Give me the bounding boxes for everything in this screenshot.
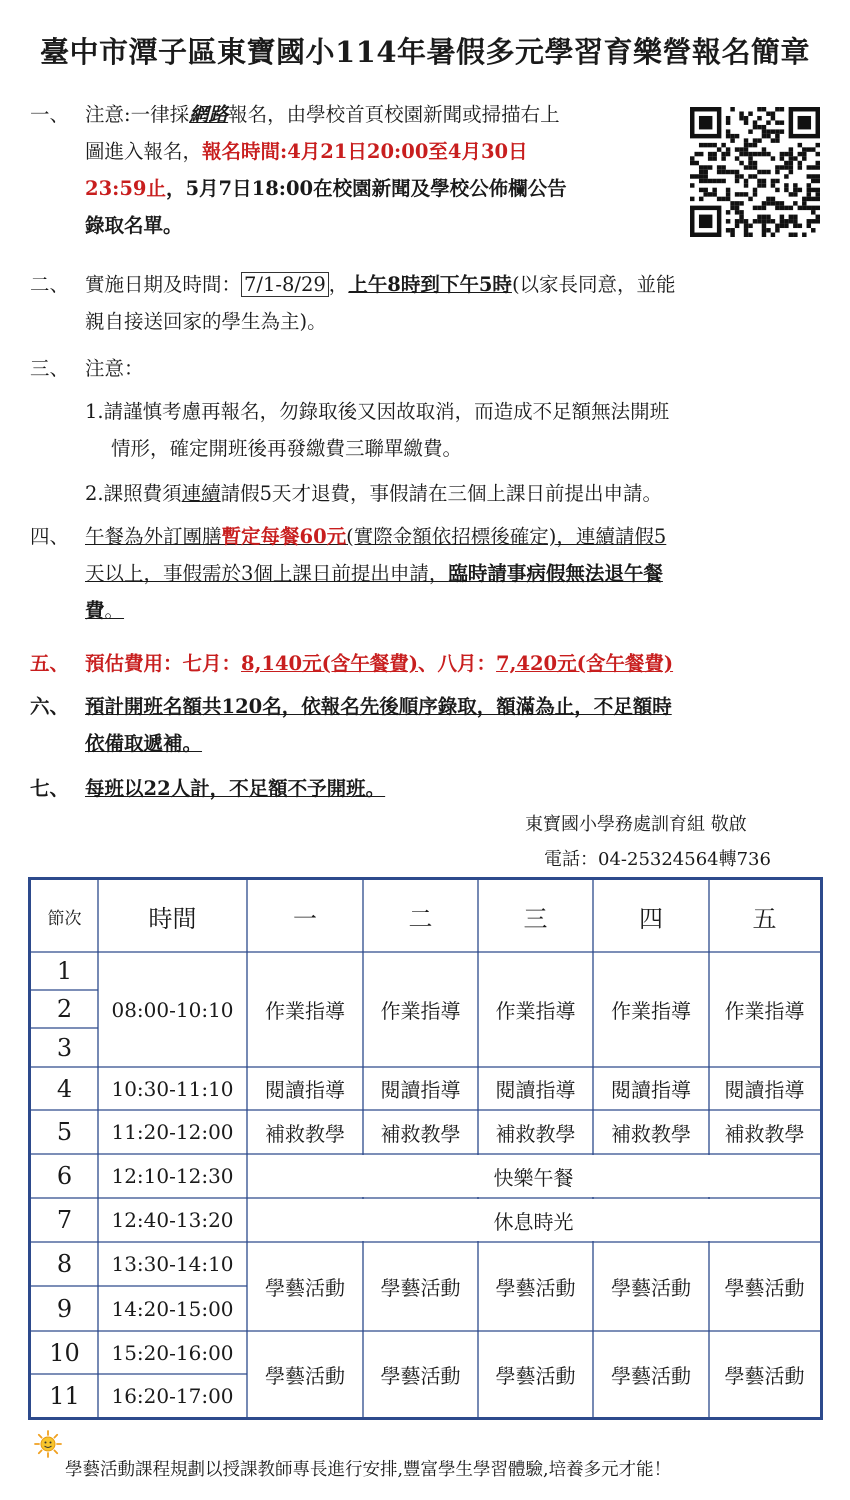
activity-reading: 閱讀指導	[380, 1078, 461, 1102]
activity-remedial: 補救教學	[265, 1121, 345, 1146]
section-1: 一、 注意:一律採網路報名，由學校首頁校園新聞或掃描右上 圖進入報名，報名時間:4月21日20:00至4月30日 23:59止，5月7日18:00在校園新聞及學校公佈欄公告 錄取名單。	[30, 103, 567, 237]
activity-lunch: 快樂午餐	[493, 1165, 574, 1190]
period-9: 9	[56, 1294, 73, 1323]
section-5: 五、 預估費用：七月：8,140元(含午餐費)、八月：7,420元(含午餐費)	[30, 652, 674, 675]
section-6: 六、 預計開班名額共120名，依報名先後順序錄取，額滿為止，不足額時 依備取遞補。	[30, 695, 672, 755]
activity-reading: 閱讀指導	[724, 1078, 805, 1102]
section-2: 二、 實施日期及時間： 7/1-8/29 ，上午8時到下午5時(以家長同意，並能 親自接送回家的學生為主)。	[30, 273, 676, 333]
period-10: 10	[49, 1338, 80, 1367]
header-time: 時間	[148, 904, 197, 933]
time-slot: 10:30-11:10	[111, 1076, 234, 1101]
section-7: 七、 每班以22人計，不足額不予開班。	[30, 777, 386, 800]
header-day-5: 五	[752, 904, 777, 933]
period-3: 3	[56, 1033, 73, 1062]
activity-arts: 學藝活動	[495, 1363, 576, 1388]
activity-homework: 作業指導	[724, 999, 805, 1023]
activity-remedial: 補救教學	[380, 1121, 461, 1146]
header-day-2: 二	[408, 904, 433, 933]
section-4: 四、 午餐為外訂團膳暫定每餐60元(實際金額依招標後確定)，連續請假5 天以上，事假需於3個上課日前提出申請，臨時請事病假無法退午餐 費。	[30, 525, 667, 622]
period-6: 6	[56, 1162, 73, 1190]
activity-remedial: 補救教學	[724, 1121, 805, 1146]
period-7: 7	[56, 1206, 73, 1234]
activity-homework: 作業指導	[495, 999, 576, 1023]
activity-arts: 學藝活動	[380, 1363, 461, 1388]
qr-code-icon[interactable]	[690, 92, 820, 252]
activity-reading: 閱讀指導	[265, 1078, 345, 1102]
footer-note: 學藝活動課程規劃以授課教師專長進行安排,豐富學生學習體驗,培養多元才能！	[65, 1460, 672, 1480]
activity-arts: 學藝活動	[611, 1363, 691, 1388]
activity-arts: 學藝活動	[724, 1276, 805, 1300]
signature-org: 東寶國小學務處訓育組 敬啟	[525, 814, 747, 835]
period-5: 5	[56, 1118, 73, 1146]
time-slot: 08:00-10:10	[111, 997, 234, 1022]
header-day-4: 四	[639, 904, 663, 933]
activity-remedial: 補救教學	[495, 1121, 576, 1146]
activity-homework: 作業指導	[265, 999, 345, 1023]
activity-homework: 作業指導	[380, 999, 461, 1023]
time-slot: 13:30-14:10	[111, 1252, 234, 1276]
page-title: 臺中市潭子區東寶國小114年暑假多元學習育樂營報名簡章	[39, 35, 811, 69]
header-day-3: 三	[523, 904, 548, 933]
period-11: 11	[49, 1381, 80, 1410]
section-3: 三、 注意： 1.請謹慎考慮再報名，勿錄取後又因故取消，而造成不足額無法開班 情形，確定開班後再發繳費三聯單繳費。 2.課照費須連續請假5天才退費，事假請在三個上課日前提出申請。	[30, 357, 670, 505]
period-2: 2	[56, 995, 73, 1023]
activity-homework: 作業指導	[611, 999, 691, 1023]
activity-remedial: 補救教學	[611, 1121, 691, 1146]
period-8: 8	[56, 1250, 73, 1278]
activity-reading: 閱讀指導	[495, 1078, 576, 1102]
period-1: 1	[56, 957, 73, 985]
activity-rest: 休息時光	[493, 1209, 574, 1234]
activity-arts: 學藝活動	[265, 1363, 345, 1388]
header-period: 節次	[47, 908, 82, 929]
activity-reading: 閱讀指導	[611, 1078, 691, 1102]
header-day-1: 一	[293, 904, 317, 933]
activity-arts: 學藝活動	[724, 1363, 805, 1388]
sun-icon	[34, 1430, 62, 1458]
time-slot: 16:20-17:00	[111, 1383, 234, 1408]
time-slot: 12:10-12:30	[111, 1164, 234, 1188]
activity-arts: 學藝活動	[495, 1276, 576, 1300]
time-slot: 12:40-13:20	[111, 1208, 234, 1232]
signature-phone: 電話：04-25324564轉736	[544, 849, 771, 870]
period-4: 4	[56, 1074, 73, 1103]
time-slot: 15:20-16:00	[111, 1340, 234, 1365]
time-slot: 11:20-12:00	[111, 1120, 234, 1144]
activity-arts: 學藝活動	[611, 1276, 691, 1300]
time-slot: 14:20-15:00	[111, 1296, 234, 1321]
activity-arts: 學藝活動	[380, 1276, 461, 1300]
activity-arts: 學藝活動	[265, 1276, 345, 1300]
schedule-table	[28, 877, 823, 1420]
